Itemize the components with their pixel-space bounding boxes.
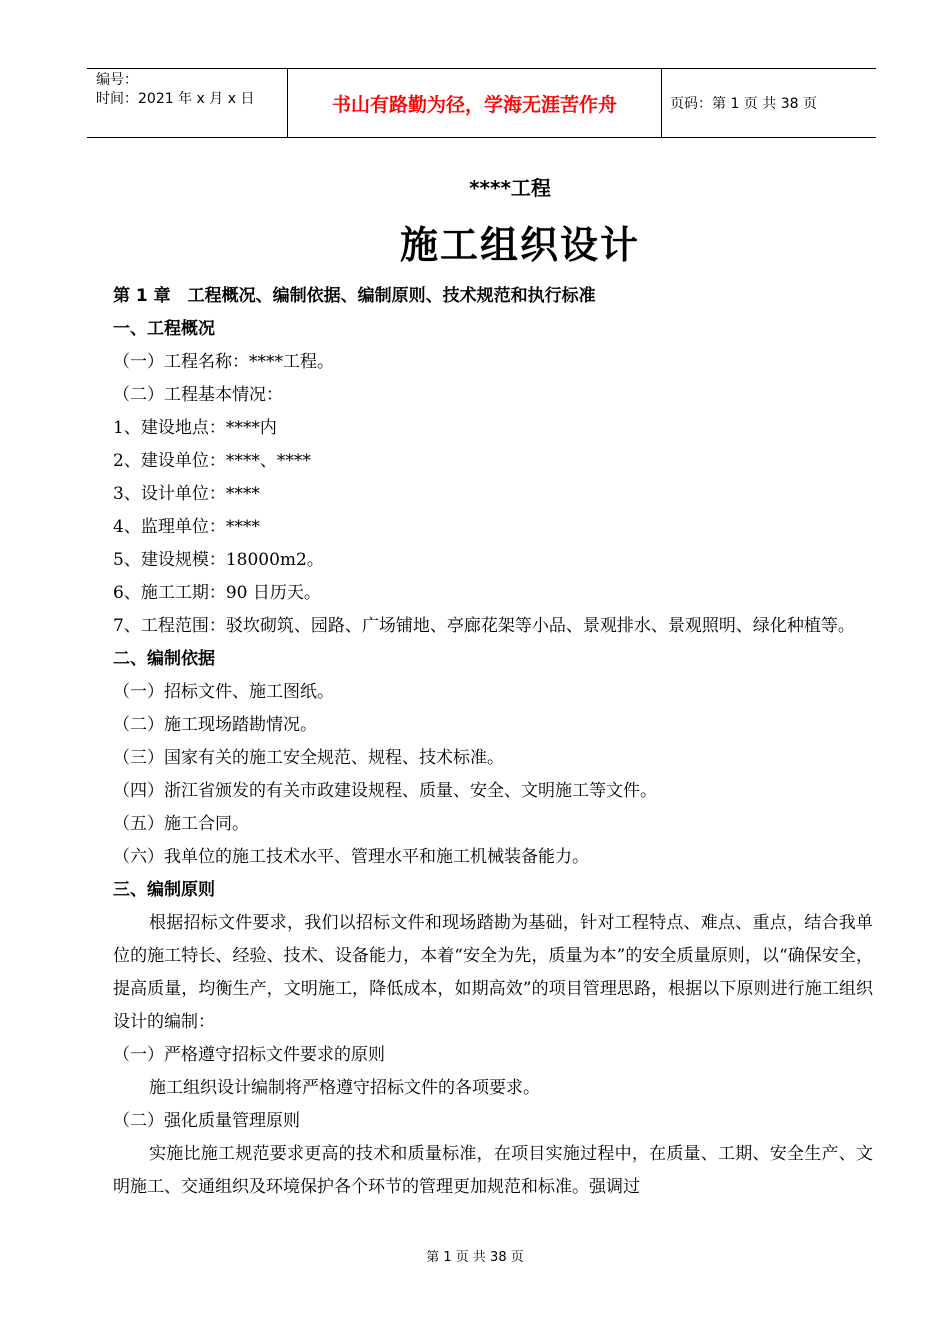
subsection-heading: （二）强化质量管理原则 xyxy=(113,1111,300,1131)
number-label: 编号： xyxy=(96,72,138,88)
subsection-heading: （一）严格遵守招标文件要求的原则 xyxy=(113,1045,385,1065)
paragraph-line: 6、施工工期：90 日历天。 xyxy=(113,583,321,603)
document-body xyxy=(113,280,873,1204)
paragraph-line: （三）国家有关的施工安全规范、规程、技术标准。 xyxy=(113,748,504,768)
paragraph: 根据招标文件要求，我们以招标文件和现场踏勘为基础，针对工程特点、难点、重点，结合我单位的施工特长、经验、技术、设备能力，本着“安全为先，质量为本”的安全质量原则，以“确保安全，提高质量，均衡生产，文明施工，降低成本，如期高效”的项目管理思路，根据以下原则进行施工组织设计的编制： xyxy=(113,913,873,1032)
paragraph-line: 4、监理单位：**** xyxy=(113,517,260,537)
paragraph-line: （一）工程名称：****工程。 xyxy=(113,352,334,372)
paragraph-line: （二）施工现场踏勘情况。 xyxy=(113,715,317,735)
paragraph-line: 1、建设地点：****内 xyxy=(113,418,277,438)
paragraph-line: 7、工程范围：驳坎砌筑、园路、广场铺地、亭廊花架等小品、景观排水、景观照明、绿化种植等。 xyxy=(113,616,855,636)
paragraph-line: 3、设计单位：**** xyxy=(113,484,260,504)
paragraph-line: （二）工程基本情况： xyxy=(113,385,283,405)
chapter-heading: 第 1 章 工程概况、编制依据、编制原则、技术规范和执行标准 xyxy=(113,286,596,306)
paragraph-line: （四）浙江省颁发的有关市政建设规程、质量、安全、文明施工等文件。 xyxy=(113,781,657,801)
paragraph-line: 5、建设规模：18000m2。 xyxy=(113,550,324,570)
section-heading: 一、工程概况 xyxy=(113,319,215,339)
section-heading: 二、编制依据 xyxy=(113,649,215,669)
motto-text: 书山有路勤为径，学海无涯苦作舟 xyxy=(288,69,662,137)
page-footer: 第 1 页 共 38 页 xyxy=(426,1250,524,1265)
header-meta-cell xyxy=(87,69,288,137)
project-subtitle: ****工程 xyxy=(469,176,551,200)
paragraph-line: （六）我单位的施工技术水平、管理水平和施工机械装备能力。 xyxy=(113,847,589,867)
paragraph-line: 2、建设单位：****、**** xyxy=(113,451,311,471)
document-header-table xyxy=(87,68,876,138)
paragraph-line: （一）招标文件、施工图纸。 xyxy=(113,682,334,702)
page-info: 页码：第 1 页 共 38 页 xyxy=(670,96,817,112)
paragraph-line: （五）施工合同。 xyxy=(113,814,249,834)
paragraph: 施工组织设计编制将严格遵守招标文件的各项要求。 xyxy=(149,1078,540,1098)
time-label: 时间：2021 年 x 月 x 日 xyxy=(96,91,255,107)
section-heading: 三、编制原则 xyxy=(113,880,215,900)
page-title: 施工组织设计 xyxy=(399,223,640,267)
paragraph: 实施比施工规范要求更高的技术和质量标准，在项目实施过程中，在质量、工期、安全生产、文明施工、交通组织及环境保护各个环节的管理更加规范和标准。强调过 xyxy=(113,1144,873,1197)
